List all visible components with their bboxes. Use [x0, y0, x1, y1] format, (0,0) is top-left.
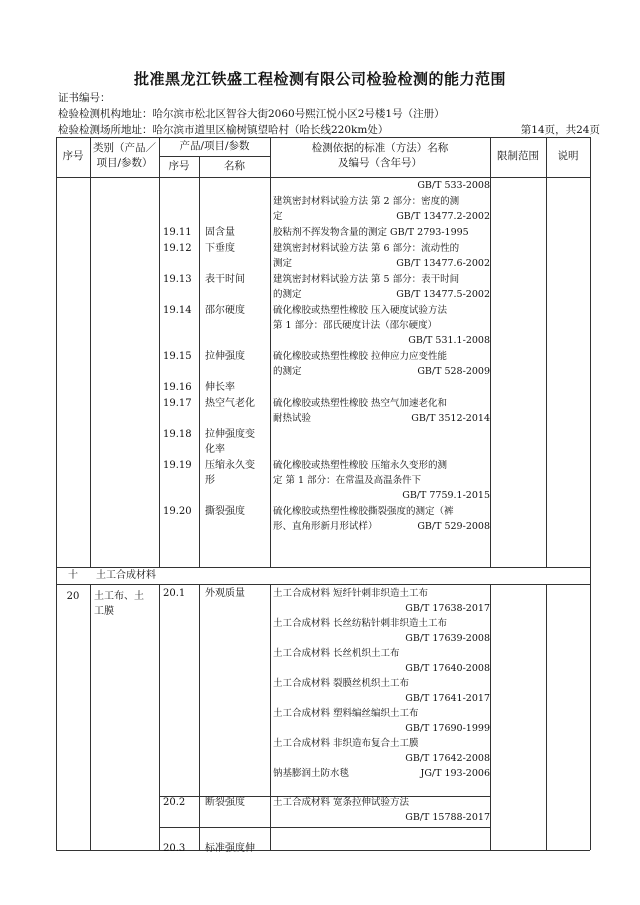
col-divider: [270, 584, 271, 850]
standard-reference: [273, 349, 490, 379]
item-name: 断裂强度: [205, 797, 245, 808]
standard-code: GB/T 529-2008: [417, 521, 490, 532]
standard-reference: [273, 795, 490, 825]
standard-code: GB/T 17641-2017: [405, 693, 490, 704]
group-seq: 20: [66, 591, 80, 602]
standard-line: [273, 616, 490, 631]
standard-code: GB/T 528-2009: [417, 366, 490, 377]
standard-name: 耐热试验: [273, 413, 312, 424]
standard-reference: [273, 504, 490, 534]
standard-name: 土工合成材料 长丝纺粘针刺非织造土工布: [273, 618, 448, 629]
standard-line: [273, 364, 490, 379]
standard-line: [273, 194, 490, 209]
standard-line: [273, 241, 490, 256]
capability-table: [56, 137, 590, 854]
standard-name: 硫化橡胶或热塑性橡胶 热空气加速老化和: [273, 398, 448, 409]
standard-name: 硫化橡胶或热塑性橡胶 压缩永久变形的测: [273, 460, 448, 471]
standard-name: 定: [273, 211, 283, 222]
col-divider: [490, 137, 491, 567]
standard-name: 土工合成材料 非织造布复合土工膜: [273, 738, 419, 749]
item-name: 邵尔硬度: [205, 305, 245, 316]
standard-code: GB/T 15788-2017: [405, 812, 490, 823]
item-name: 外观质量: [205, 588, 245, 599]
item-name: 固含量: [205, 227, 235, 238]
col-divider: [546, 137, 547, 567]
item-name: 撕裂强度: [205, 506, 245, 517]
item-name: 热空气老化: [205, 398, 255, 409]
header-limit: 限制范围: [497, 150, 539, 162]
standard-code: JG/T 193-2006: [420, 768, 490, 779]
standard-code: GB/T 17638-2017: [405, 603, 490, 614]
standard-code: GB/T 533-2008: [417, 180, 490, 191]
item-number: 19.14: [163, 305, 192, 316]
header-name: 名称: [224, 160, 245, 172]
standard-line: [273, 303, 490, 318]
group-category-line1: 土工布、土: [94, 591, 144, 602]
standard-line: [273, 706, 490, 721]
table-left-border: [56, 137, 57, 850]
standard-name: 土工合成材料 长丝机织土工布: [273, 648, 400, 659]
header-standard-line2: 及编号（含年号）: [338, 157, 422, 169]
standard-line: [273, 721, 490, 736]
standard-line: [273, 601, 490, 616]
item-name: 拉伸强度变: [205, 429, 255, 440]
group-category-line2: 工膜: [94, 606, 114, 617]
standard-name: 定 第 1 部分：在常温及高温条件下: [273, 475, 422, 486]
col-divider: [90, 584, 91, 850]
table-bottom-border: [56, 850, 590, 851]
standard-name: 形、直角形新月形试样）: [273, 521, 378, 532]
col-divider: [199, 584, 200, 850]
standard-code: GB/T 17642-2008: [405, 753, 490, 764]
certificate-number-label: 证书编号：: [58, 92, 111, 104]
standard-name: 建筑密封材料试验方法 第 5 部分：表干时间: [273, 274, 460, 285]
standard-line: [273, 504, 490, 519]
standard-name: 的测定: [273, 366, 302, 377]
standard-line: [273, 661, 490, 676]
item-name: 下垂度: [205, 243, 235, 254]
section-title: 土工合成材料: [96, 570, 156, 581]
standard-code: GB/T 17690-1999: [405, 723, 490, 734]
standard-line: [273, 396, 490, 411]
standard-line: [273, 586, 490, 601]
standard-reference: [273, 458, 490, 503]
item-name: 表干时间: [205, 274, 245, 285]
standard-reference: [273, 303, 490, 348]
standard-name: 土工合成材料 短纤针刺非织造土工布: [273, 588, 429, 599]
col-divider: [270, 137, 271, 567]
item-number: 20.3: [163, 843, 186, 854]
standard-code: GB/T 13477.6-2002: [396, 258, 490, 269]
standard-line: [273, 631, 490, 646]
standard-code: GB/T 13477.2-2002: [396, 211, 490, 222]
item-number: 19.20: [163, 506, 192, 517]
col-divider: [199, 156, 200, 567]
standard-line: [273, 795, 490, 810]
header-note: 说明: [557, 150, 579, 162]
item-number: 19.17: [163, 398, 192, 409]
standard-name: 钠基膨润土防水毯: [273, 768, 350, 779]
standard-line: [273, 519, 490, 534]
standard-name: 土工合成材料 裂膜丝机织土工布: [273, 678, 410, 689]
standard-name: 硫化橡胶或热塑性橡胶撕裂强度的测定（裤: [273, 506, 454, 517]
standard-line: [273, 810, 490, 825]
standard-line: [273, 473, 490, 488]
product-header-split: [159, 156, 270, 157]
standard-code: GB/T 17639-2008: [405, 633, 490, 644]
header-standard-line1: 检测依据的标准（方法）名称: [311, 142, 449, 154]
item-name: 标准强度伸: [205, 843, 255, 854]
standard-code: GB/T 17640-2008: [405, 663, 490, 674]
table-top-border: [56, 137, 590, 138]
standard-code: GB/T 3512-2014: [411, 413, 490, 424]
item-number: 19.18: [163, 429, 192, 440]
col-divider: [490, 584, 491, 850]
header-sub-seq: 序号: [168, 160, 190, 172]
row-divider: [159, 827, 490, 828]
standard-name: 建筑密封材料试验方法 第 6 部分：流动性的: [273, 243, 460, 254]
item-number: 19.12: [163, 243, 192, 254]
item-name: 压缩永久变: [205, 460, 255, 471]
standard-name: 土工合成材料 宽条拉伸试验方法: [273, 797, 410, 808]
col-divider: [90, 137, 91, 567]
standard-line: [273, 333, 490, 348]
standard-line: [273, 691, 490, 706]
standard-name: 测定: [273, 258, 293, 269]
standard-line: [273, 287, 490, 302]
header-seq: 序号: [62, 150, 84, 162]
standard-line: [273, 411, 490, 426]
standard-reference: [273, 241, 490, 271]
standard-line: [273, 256, 490, 271]
item-number: 19.11: [163, 227, 192, 238]
institution-address: 检验检测机构地址：哈尔滨市松北区智谷大街2060号熙江悦小区2号楼1号（注册）: [58, 108, 445, 120]
col-divider: [546, 584, 547, 850]
page-number: 第14页，共24页: [520, 124, 600, 136]
standard-name: 第 1 部分：邵氏硬度计法（邵尔硬度）: [273, 320, 438, 331]
col-divider: [159, 584, 160, 850]
item-number: 19.15: [163, 351, 192, 362]
standard-line: [273, 272, 490, 287]
standard-reference: [273, 396, 490, 426]
standard-name: 土工合成材料 塑料编丝编织土工布: [273, 708, 419, 719]
standard-line: [273, 349, 490, 364]
standard-line: [273, 676, 490, 691]
standard-code: GB/T 13477.5-2002: [396, 289, 490, 300]
section-divider-bottom: [56, 584, 590, 585]
item-name: 伸长率: [205, 382, 235, 393]
standard-name: 的测定: [273, 289, 302, 300]
standard-name: 硫化橡胶或热塑性橡胶 压入硬度试验方法: [273, 305, 448, 316]
item-number: 20.1: [163, 588, 186, 599]
item-name: 拉伸强度: [205, 351, 245, 362]
standard-code: GB/T 531.1-2008: [408, 335, 490, 346]
page-title: 批准黑龙江铁盛工程检测有限公司检验检测的能力范围: [133, 70, 506, 88]
item-name-continued: 化率: [205, 444, 225, 455]
standard-line: [273, 736, 490, 751]
table-right-border: [590, 137, 591, 850]
standard-name: 硫化橡胶或热塑性橡胶 拉伸应力应变性能: [273, 351, 448, 362]
item-name-continued: 形: [205, 475, 215, 486]
item-number: 19.19: [163, 460, 192, 471]
standard-line: [273, 458, 490, 473]
standard-reference: [273, 178, 490, 193]
header-category-line1: 类别（产品／: [93, 142, 156, 154]
header-category-line2: 项目/参数）: [96, 157, 153, 169]
section-numeral: 十: [68, 570, 78, 581]
header-product-item: 产品/项目/参数: [179, 140, 250, 152]
standard-line: [273, 225, 490, 240]
standard-code: GB/T 7759.1-2015: [402, 490, 490, 501]
site-address: 检验检测场所地址：哈尔滨市道里区榆树镇望哈村（哈长线220km处）: [58, 124, 389, 136]
standard-reference: [273, 194, 490, 224]
col-divider: [159, 137, 160, 567]
standard-line: [273, 178, 490, 193]
standard-name: 胶粘剂不挥发物含量的测定 GB/T 2793-1995: [273, 227, 469, 238]
standard-line: [273, 209, 490, 224]
item-number: 20.2: [163, 797, 186, 808]
standard-line: [273, 646, 490, 661]
standard-line: [273, 766, 490, 781]
item-number: 19.16: [163, 382, 192, 393]
standard-line: [273, 488, 490, 503]
standard-reference: [273, 272, 490, 302]
standard-name: 建筑密封材料试验方法 第 2 部分：密度的测: [273, 196, 460, 207]
standard-line: [273, 318, 490, 333]
standard-reference: [273, 586, 490, 781]
standard-line: [273, 751, 490, 766]
standard-reference: [273, 225, 490, 240]
item-number: 19.13: [163, 274, 192, 285]
